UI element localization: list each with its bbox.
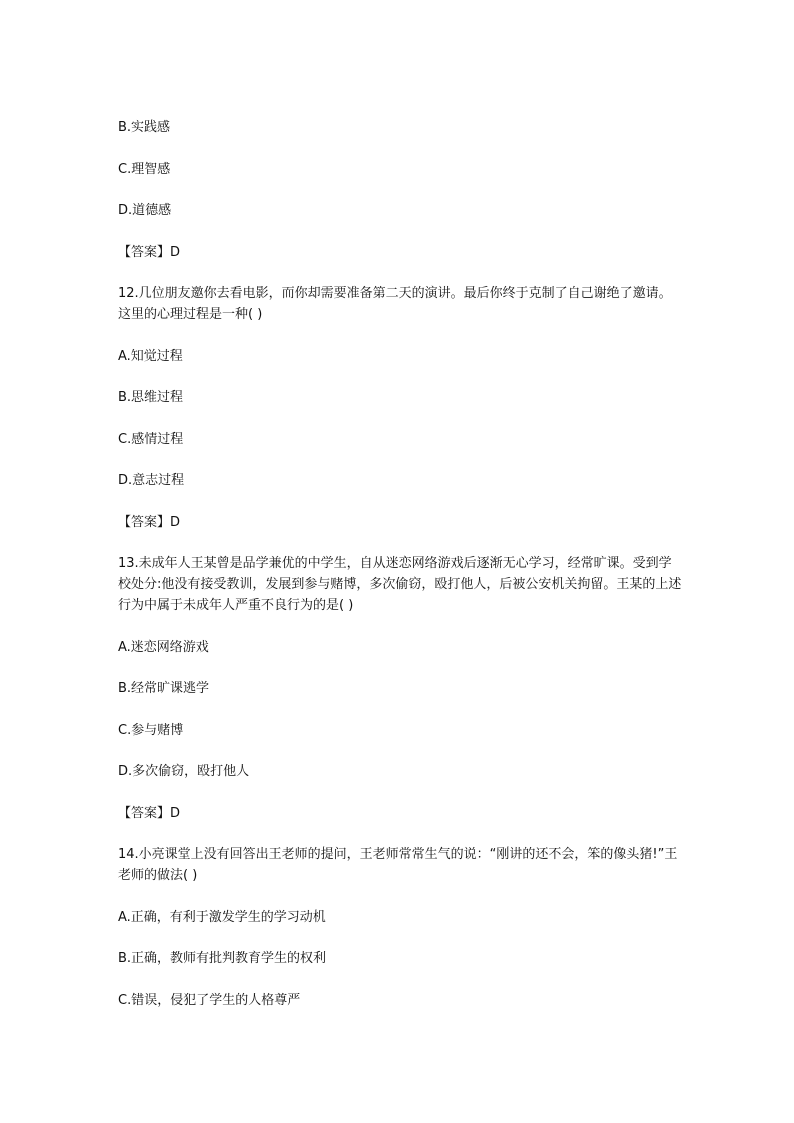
answer: 【答案】D [118, 805, 181, 821]
option-b: B.实践感 [118, 120, 171, 135]
option-b: B.经常旷课逃学 [118, 681, 210, 696]
option-c: C.错误，侵犯了学生的人格尊严 [118, 992, 301, 1008]
answer: 【答案】D [118, 244, 181, 260]
option-a: A.知觉过程 [118, 348, 183, 364]
option-c: C.理智感 [118, 161, 171, 177]
option-a: A.迷恋网络游戏 [118, 639, 209, 655]
option-b: B.正确，教师有批判教育学生的权利 [118, 951, 327, 966]
document-page [118, 117, 684, 1031]
option-d: D.道德感 [118, 203, 172, 218]
option-d: D.意志过程 [118, 473, 185, 488]
question-13: 13.未成年人王某曾是品学兼优的中学生，自从迷恋网络游戏后逐渐无心学习，经常旷课。受到学校处分:他没有接受教训，发展到参与赌博，多次偷窃，殴打他人，后被公安机关拘留。王某的上述行为中属于未成年人严重不良行为的是( ) [118, 556, 682, 613]
option-b: B.思维过程 [118, 390, 184, 405]
option-c: C.感情过程 [118, 431, 184, 447]
question-12: 12.几位朋友邀你去看电影，而你却需要准备第二天的演讲。最后你终于克制了自己谢绝了邀请。这里的心理过程是一种( ) [118, 286, 672, 322]
option-d: D.多次偷窃，殴打他人 [118, 764, 250, 779]
answer: 【答案】D [118, 514, 181, 530]
question-14: 14.小亮课堂上没有回答出王老师的提问，王老师常常生气的说：“刚讲的还不会，笨的像头猪!”王老师的做法( ) [118, 847, 678, 883]
option-a: A.正确，有利于激发学生的学习动机 [118, 909, 326, 925]
option-c: C.参与赌博 [118, 722, 184, 738]
